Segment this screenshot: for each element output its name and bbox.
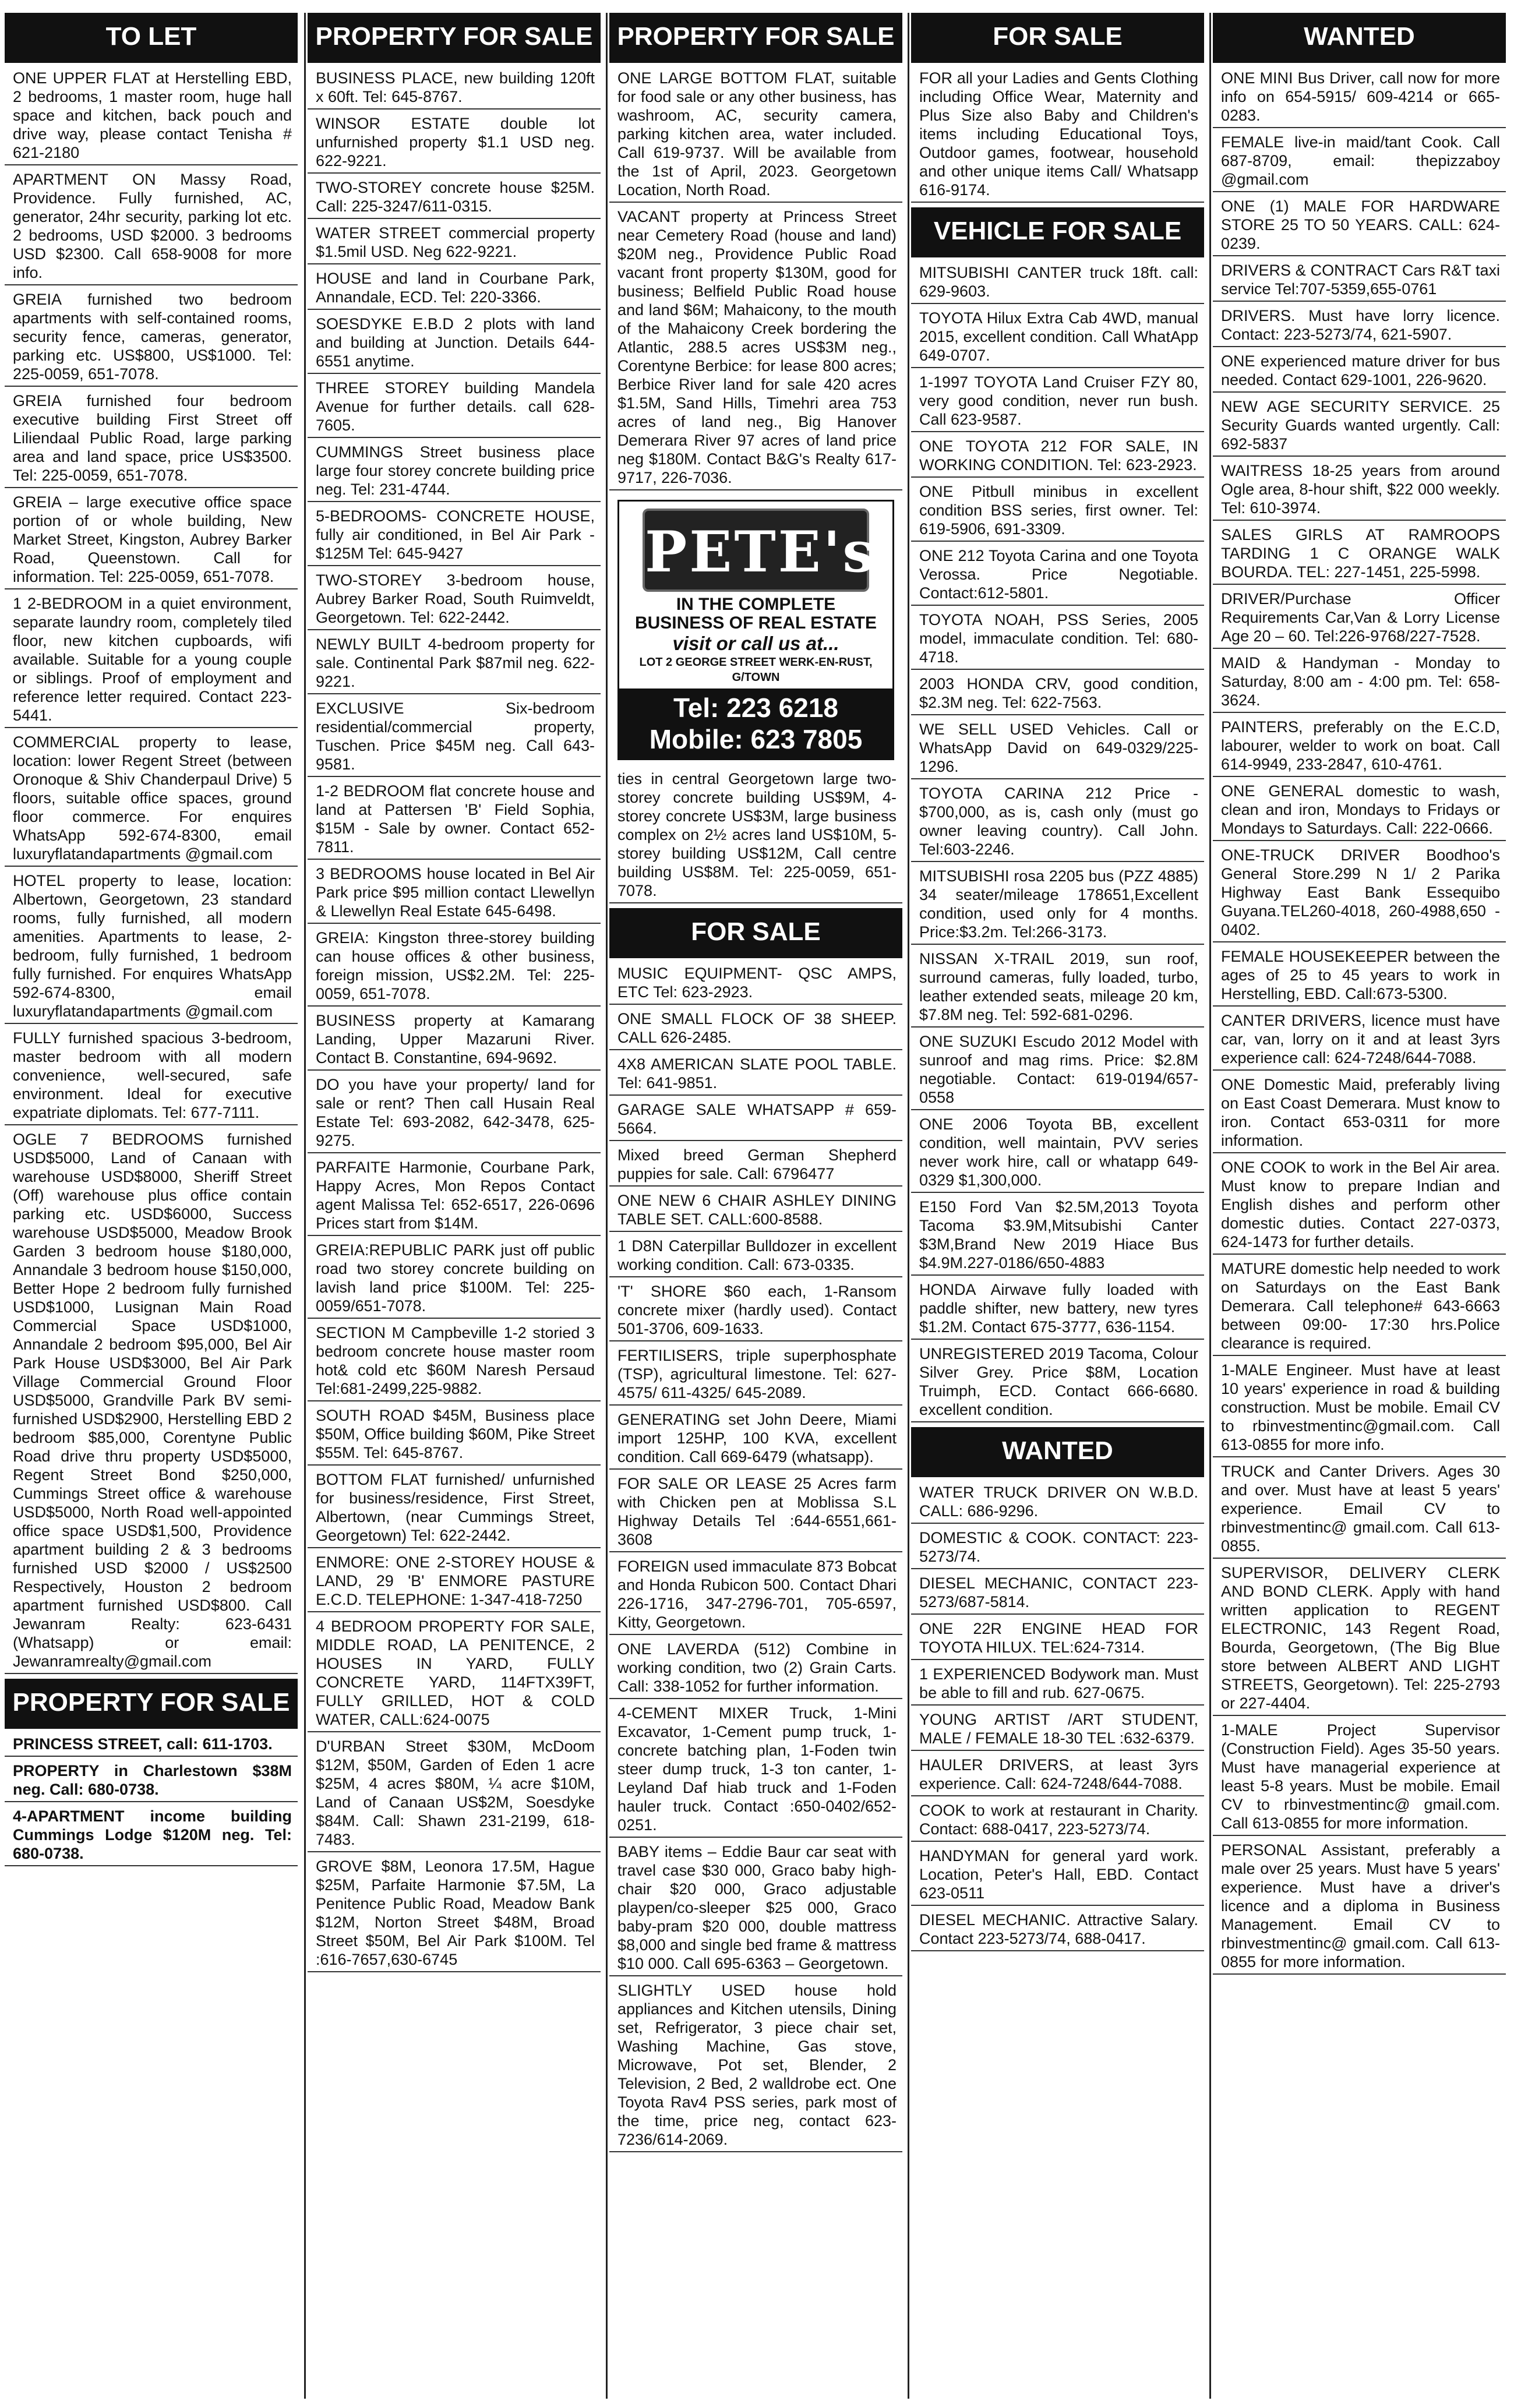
classified-ad: SECTION M Campbeville 1-2 storied 3 bedroom concrete house master room hot& cold etc $60M Naresh Persaud Tel:681-2499,225-9882. — [308, 1323, 601, 1401]
classified-ad: HOUSE and land in Courbane Park, Annandale, ECD. Tel: 220-3366. — [308, 269, 601, 310]
classified-ad: COOK to work at restaurant in Charity. Contact: 688-0417, 223-5273/74. — [911, 1801, 1204, 1842]
classified-ad: ONE Domestic Maid, preferably living on East Coast Demerara. Must know to iron. Contact 653-0311 for more information. — [1213, 1075, 1506, 1153]
classified-ad: GENERATING set John Deere, Miami import 125HP, 100 KVA, excellent condition. Call 669-6479 (whatsapp). — [609, 1410, 902, 1470]
classified-ad: DO you have your property/ land for sale or rent? Then call Husain Real Estate Tel: 693-2082, 642-3478, 625-9275. — [308, 1075, 601, 1153]
classified-ad: TRUCK and Canter Drivers. Ages 30 and over. Must have at least 5 years' experience. Email CV to rbinvestmentinc@ gmail.com. Call 613-0855. — [1213, 1462, 1506, 1559]
section-header-for-sale: FOR SALE — [609, 908, 902, 958]
section-header-property-for-sale: PROPERTY FOR SALE — [609, 13, 902, 63]
classified-ad: BOTTOM FLAT furnished/ unfurnished for business/residence, First Street, Albertown, (near Cummings Street, Georgetown) Tel: 622-2442. — [308, 1470, 601, 1548]
classified-ad: MAID & Handyman - Monday to Saturday, 8:00 am - 4:00 pm. Tel: 658-3624. — [1213, 654, 1506, 713]
classified-ad: VACANT property at Princess Street near Cemetery Road (house and land) $20M neg., Providence Public Road vacant front property $130M, good for business; Belfield Public Road house and land $6M; Mahaicony, to the mouth of the Mahaicony Creek bordering the Atlantic, 288.5 acres US$3M neg., Corentyne Berbice: for lease 800 acres; Berbice River land for sale 420 acres $1.5M, Sand Hills, Timehri area 753 acres of land neg., Big Hanover Demerara River 97 acres of land price neg $180M. Contact B&G's Realty 617-9717, 226-7036. — [609, 207, 902, 490]
ad-list — [308, 69, 601, 1972]
classified-ad: GREIA:REPUBLIC PARK just off public road two storey concrete building on lavish land price $100M. Tel: 225-0059/651-7078. — [308, 1241, 601, 1319]
classified-ad: FULLY furnished spacious 3-bedroom, master bedroom with all modern convenience, well-secured, safe environment. Ideal for executive expatriate diplomats. Tel: 677-7111. — [5, 1029, 298, 1125]
classified-ad: SALES GIRLS AT RAMROOPS TARDING 1 C ORANGE WALK BOURDA. TEL: 227-1451, 225-5998. — [1213, 525, 1506, 585]
classified-ad: HANDYMAN for general yard work. Location, Peter's Hall, EBD. Contact 623-0511 — [911, 1846, 1204, 1906]
classified-ad: DOMESTIC & COOK. CONTACT: 223-5273/74. — [911, 1528, 1204, 1569]
classified-ad: ONE SUZUKI Escudo 2012 Model with sunroof and mag rims. Price: $2.8M negotiable. Contact: 619-0194/657-0558 — [911, 1032, 1204, 1110]
classified-ad: GREIA – large executive office space portion of or whole building, New Market Street, Kingston, Aubrey Barker Road, Queenstown. Call for information. Tel: 225-0059, 651-7078. — [5, 493, 298, 589]
ad-list — [609, 964, 902, 2152]
classified-ad: ONE GENERAL domestic to wash, clean and iron, Mondays to Fridays or Mondays to Saturdays. Call: 222-0666. — [1213, 782, 1506, 841]
classified-ad: DRIVER/Purchase Officer Requirements Car,Van & Lorry License Age 20 – 60. Tel:226-9768/227-7528. — [1213, 589, 1506, 649]
classified-ad: HONDA Airwave fully loaded with paddle shifter, new battery, new tyres $1.2M. Contact 675-3777, 636-1154. — [911, 1280, 1204, 1340]
classified-ad: 3 BEDROOMS house located in Bel Air Park price $95 million contact Llewellyn & Llewellyn Real Estate 645-6498. — [308, 864, 601, 924]
classified-ad: YOUNG ARTIST /ART STUDENT, MALE / FEMALE 18-30 TEL :632-6379. — [911, 1710, 1204, 1751]
classified-ad: HOTEL property to lease, location: Albertown, Georgetown, 23 standard rooms, fully furnished, all modern amenities. Apartments to lease, 2-bedroom, fully furnished, 1 bedroom fully furnished. For enquires WhatsApp 592-674-8300, email luxuryflatandapartments @gmail.com — [5, 871, 298, 1024]
ad-list — [911, 1483, 1204, 1951]
classified-ad: 4-APARTMENT income building Cummings Lodge $120M neg. Tel: 680-0738. — [5, 1807, 298, 1866]
classified-ad: 4-CEMENT MIXER Truck, 1-Mini Excavator, 1-Cement pump truck, 1-concrete batching plan, 1-Foden twin steer dump truck, 1-3 ton canter, 1-Leyland Daf hiab truck and 1-Foden hauler truck. Contact :650-0402/652-0251. — [609, 1704, 902, 1838]
column-wanted — [1213, 13, 1506, 2399]
classified-ad: MITSUBISHI CANTER truck 18ft. call: 629-9603. — [911, 263, 1204, 304]
section-header-to-let: TO LET — [5, 13, 298, 63]
classified-ad: EXCLUSIVE Six-bedroom residential/commercial property, Tuschen. Price $45M neg. Call 643-9581. — [308, 699, 601, 777]
classified-ad: GARAGE SALE WHATSAPP # 659-5664. — [609, 1100, 902, 1141]
classified-ad: FOR SALE OR LEASE 25 Acres farm with Chicken pen at Moblissa S.L Highway Details Tel :644-6551,661-3608 — [609, 1474, 902, 1552]
classified-ad: THREE STOREY building Mandela Avenue for further details. call 628-7605. — [308, 379, 601, 438]
classified-ad: NISSAN X-TRAIL 2019, sun roof, surround cameras, fully loaded, turbo, leather extended seats, mileage 20 km, $7.8M neg. Tel: 592-681-0296. — [911, 949, 1204, 1028]
classified-ad: FEMALE HOUSEKEEPER between the ages of 25 to 45 years to work in Herstelling, EBD. Call:673-5300. — [1213, 947, 1506, 1007]
classified-ad: HAULER DRIVERS, at least 3yrs experience. Call: 624-7248/644-7088. — [911, 1756, 1204, 1796]
section-header-property-for-sale: PROPERTY FOR SALE — [5, 1679, 298, 1729]
column-for-sale — [911, 13, 1204, 2399]
classified-ad: SOUTH ROAD $45M, Business place $50M, Office building $60M, Pike Street $55M. Tel: 645-8767. — [308, 1406, 601, 1466]
section-header-vehicle-for-sale: VEHICLE FOR SALE — [911, 207, 1204, 257]
column-property-for-sale — [308, 13, 601, 2399]
classified-ad: BUSINESS PLACE, new building 120ft x 60ft. Tel: 645-8767. — [308, 69, 601, 110]
classified-ad: WE SELL USED Vehicles. Call or WhatsApp David on 649-0329/225-1296. — [911, 720, 1204, 779]
classified-ad: ONE Pitbull minibus in excellent condition BSS series, first owner. Tel: 619-5906, 691-3309. — [911, 482, 1204, 542]
classified-ad: ENMORE: ONE 2-STOREY HOUSE & LAND, 29 'B' ENMORE PASTURE E.C.D. TELEPHONE: 1-347-418-7250 — [308, 1553, 601, 1612]
classified-ad: DIESEL MECHANIC. Attractive Salary. Contact 223-5273/74, 688-0417. — [911, 1911, 1204, 1951]
ad-list — [911, 263, 1204, 1422]
classified-ad: APARTMENT ON Massy Road, Providence. Fully furnished, AC, generator, 24hr security, parking lot etc. 2 bedrooms, USD $2000. 3 bedrooms USD $2300. Call 658-9008 for more info. — [5, 170, 298, 285]
classified-ad: D'URBAN Street $30M, McDoom $12M, $50M, Garden of Eden 1 acre $25M, 4 acres $80M, ¼ acre $10M, Land of Canaan US$2M, Soesdyke $84M. Call: Shawn 231-2199, 618-7483. — [308, 1737, 601, 1852]
classified-ad: FERTILISERS, triple superphosphate (TSP), agricultural limestone. Tel: 627-4575/ 611-4325/ 645-2089. — [609, 1346, 902, 1406]
section-header-for-sale: FOR SALE — [911, 13, 1204, 63]
classified-ad: ONE 22R ENGINE HEAD FOR TOYOTA HILUX. TEL:624-7314. — [911, 1619, 1204, 1660]
classified-ad: NEWLY BUILT 4-bedroom property for sale. Continental Park $87mil neg. 622-9221. — [308, 635, 601, 694]
classified-ad: PROPERTY in Charlestown $38M neg. Call: 680-0738. — [5, 1761, 298, 1802]
classified-ad: SUPERVISOR, DELIVERY CLERK AND BOND CLERK. Apply with hand written application to REGENT ELECTRONIC, 143 Regent Road, Bourda, Georgetown, (The Big Blue store between ALBERT AND LIGHT STREETS, Georgetown). Tel: 225-2793 or 227-4404. — [1213, 1563, 1506, 1716]
classified-ad: ONE SMALL FLOCK OF 38 SHEEP. CALL 626-2485. — [609, 1009, 902, 1050]
classified-ad: SLIGHTLY USED house hold appliances and Kitchen utensils, Dining set, Refrigerator, 3 piece chair set, Washing Machine, Gas stove, Microwave, Pot set, Blender, 2 Television, 2 Bed, 2 walldrobe ect. One Toyota Rav4 PSS series, park most of the time, price neg, contact 623-7236/614-2069. — [609, 1981, 902, 2152]
classified-ad: FOREIGN used immaculate 873 Bobcat and Honda Rubicon 500. Contact Dhari 226-1716, 347-2796-701, 705-6597, Kitty, Georgetown. — [609, 1557, 902, 1635]
classified-ad: MATURE domestic help needed to work on Saturdays on the East Bank Demerara. Call telephone# 643-6663 between 09:00- 17:30 hrs.Police clearance is required. — [1213, 1259, 1506, 1356]
classified-ad: WAITRESS 18-25 years from around Ogle area, 8-hour shift, $22 000 weekly. Tel: 610-3974. — [1213, 461, 1506, 521]
logo-line: BUSINESS OF REAL ESTATE — [634, 613, 877, 633]
section-header-property-for-sale: PROPERTY FOR SALE — [308, 13, 601, 63]
column-rule — [606, 13, 608, 2399]
column-rule — [304, 13, 306, 2399]
classified-ad: TOYOTA CARINA 212 Price - $700,000, as is, cash only (must go owner leaving country). Call John. Tel:603-2246. — [911, 784, 1204, 862]
ad-list — [911, 69, 1204, 203]
classified-ad: 4 BEDROOM PROPERTY FOR SALE, MIDDLE ROAD, LA PENITENCE, 2 HOUSES IN YARD, FULLY CONCRETE YARD, 114FTX39FT, FULLY GRILLED, HOT & COLD WATER, CALL:624-0075 — [308, 1617, 601, 1732]
classified-ad: NEW AGE SECURITY SERVICE. 25 Security Guards wanted urgently. Call: 692-5837 — [1213, 397, 1506, 457]
classified-ad: 1-MALE Project Supervisor (Construction Field). Ages 35-50 years. Must have managerial experience at least 5-8 years. Must be mobile. Email CV to rbinvestmentinc@ gmail.com. Call 613-0855 for more information. — [1213, 1721, 1506, 1836]
ad-list — [5, 69, 298, 1674]
classified-ad: WATER TRUCK DRIVER ON W.B.D. CALL: 686-9296. — [911, 1483, 1204, 1524]
logo-line: visit or call us at... — [672, 633, 839, 654]
classified-ad: MITSUBISHI rosa 2205 bus (PZZ 4885) 34 seater/mileage 178651,Excellent condition, used only for 4 months. Price:$3.2m. Tel:266-3173. — [911, 867, 1204, 945]
classified-ad: 4X8 AMERICAN SLATE POOL TABLE. Tel: 641-9851. — [609, 1055, 902, 1096]
classified-ad: ONE MINI Bus Driver, call now for more info on 654-5915/ 609-4214 or 665-0283. — [1213, 69, 1506, 128]
classified-ad: GREIA furnished four bedroom executive building First Street off Liliendaal Public Road, large parking area and land space, price US$3500. Tel: 225-0059, 651-7078. — [5, 391, 298, 488]
classified-ad: OGLE 7 BEDROOMS furnished USD$5000, Land of Canaan with warehouse USD$8000, Sheriff Street (Off) warehouse plus office contain parking etc. USD$6000, Success warehouse USD$5000, Meadow Brook Garden 3 bedroom house $180,000, Annandale 3 bedroom house $150,000, Better Hope 2 bedroom fully furnished USD$1000, Lusignan Main Road Commercial Space USD$1000, Annandale 2 bedroom $95,000, Bel Air Park House USD$3000, Bel Air Park Village Commercial Ground Floor USD$5000, Grandville Park BV semi- furnished USD$2900, Herstelling EBD 2 bedroom $85,000, Corentyne Public Road drive thru property USD$5000, Regent Street Bond $250,000, Cummings Street office & warehouse USD$5000, North Road well-appointed office space USD$1,500, Providence apartment building 2 & 3 bedrooms furnished USD $2000 / US$2500 Respectively, Houston 2 bedroom apartment furnished USD$800. Call Jewanram Realty: 623-6431 (Whatsapp) or email: Jewanramrealty@gmail.com — [5, 1130, 298, 1674]
classified-ad: TWO-STOREY 3-bedroom house, Aubrey Barker Road, South Ruimveldt, Georgetown. Tel: 622-2442. — [308, 571, 601, 630]
classified-ad: 2003 HONDA CRV, good condition, $2.3M neg. Tel: 622-7563. — [911, 675, 1204, 715]
classified-ad: 1 EXPERIENCED Bodywork man. Must be able to fill and rub. 627-0675. — [911, 1665, 1204, 1706]
ad-list — [5, 1735, 298, 1866]
classified-ad: COMMERCIAL property to lease, location: lower Regent Street (between Oronoque & Shiv Chanderpaul Drive) 5 floors, suitable office spaces, ground floor commerce. For enquires WhatsApp 592-674-8300, email luxuryflatandapartments @gmail.com — [5, 733, 298, 867]
petes-real-estate-logo — [617, 500, 894, 760]
classified-ad: TOYOTA NOAH, PSS Series, 2005 model, immaculate condition. Tel: 680-4718. — [911, 610, 1204, 670]
classified-ad: DRIVERS & CONTRACT Cars R&T taxi service Tel:707-5359,655-0761 — [1213, 261, 1506, 302]
classified-ad: ONE 212 Toyota Carina and one Toyota Verossa. Price Negotiable. Contact:612-5801. — [911, 546, 1204, 606]
classified-ad: PAINTERS, preferably on the E.C.D, labourer, welder to work on boat. Call 614-9949, 233-2847, 610-4761. — [1213, 718, 1506, 777]
classified-ad: PERSONAL Assistant, preferably a male over 25 years. Must have 5 years' experience. Must have a driver's licence and a diploma in Business Management. Email CV to rbinvestmentinc@ gmail.com. Call 613-0855 for more information. — [1213, 1841, 1506, 1975]
classified-ad: GROVE $8M, Leonora 17.5M, Hague $25M, Parfaite Harmonie $7.5M, La Penitence Public Road, Meadow Bank $12M, Norton Street $48M, Broad Street $50M, Bel Air Park $100M. Tel :616-7657,630-6745 — [308, 1857, 601, 1972]
classified-ad: BUSINESS property at Kamarang Landing, Upper Mazaruni River. Contact B. Constantine, 694-9692. — [308, 1011, 601, 1071]
logo-line: IN THE COMPLETE — [676, 595, 836, 614]
classified-ad: PARFAITE Harmonie, Courbane Park, Happy Acres, Mon Repos Contact agent Malissa Tel: 652-6517, 226-0696 Prices start from $14M. — [308, 1158, 601, 1236]
ad-list — [1213, 69, 1506, 1975]
classified-ad: ONE UPPER FLAT at Herstelling EBD, 2 bedrooms, 1 master room, huge hall space and kitchen, back pouch and drive way, please contact Tenisha # 621-2180 — [5, 69, 298, 165]
classified-ad: ONE TOYOTA 212 FOR SALE, IN WORKING CONDITION. Tel: 623-2923. — [911, 437, 1204, 478]
classified-ad: ONE 2006 Toyota BB, excellent condition, well maintain, PVV series never work hire, call or whatapp 649-0329 $1,300,000. — [911, 1115, 1204, 1193]
classified-ad: SOESDYKE E.B.D 2 plots with land and building at Junction. Details 644-6551 anytime. — [308, 315, 601, 374]
classified-ad: E150 Ford Van $2.5M,2013 Toyota Tacoma $3.9M,Mitsubishi Canter $3M,Brand New 2019 Hiace Bus $4.9M.227-0186/650-4883 — [911, 1198, 1204, 1276]
classified-ad: FEMALE live-in maid/tant Cook. Call 687-8709, email: thepizzaboy @gmail.com — [1213, 133, 1506, 192]
logo-brand: PETE's — [643, 509, 869, 592]
classified-ad: ONE-TRUCK DRIVER Boodhoo's General Store.299 N 1/ 2 Parika Highway East Bank Essequibo Guyana.TEL260-4018, 260-4988,650 - 0402. — [1213, 846, 1506, 942]
classified-ad: GREIA furnished two bedroom apartments with self-contained rooms, security fence, cameras, generator, parking etc. US$800, US$1000. Tel: 225-0059, 651-7078. — [5, 290, 298, 387]
classified-ad: ONE experienced mature driver for bus needed. Contact 629-1001, 226-9620. — [1213, 352, 1506, 393]
classified-ad: ONE LARGE BOTTOM FLAT, suitable for food sale or any other business, has washroom, AC, security camera, parking kitchen area, water included. Call 619-9737. Will be available from the 1st of April, 2023. Georgetown Location, North Road. — [609, 69, 902, 203]
section-header-wanted: WANTED — [1213, 13, 1506, 63]
column-rule — [1209, 13, 1211, 2399]
classified-ad: Mixed breed German Shepherd puppies for sale. Call: 6796477 — [609, 1146, 902, 1187]
classified-ad: 5-BEDROOMS- CONCRETE HOUSE, fully air conditioned, in Bel Air Park - $125M Tel: 645-9427 — [308, 507, 601, 566]
classified-ad: 1-2 BEDROOM flat concrete house and land at Pattersen 'B' Field Sophia, $15M - Sale by owner. Contact 652-7811. — [308, 782, 601, 860]
classified-ad: CUMMINGS Street business place large four storey concrete building price neg. Tel: 231-4744. — [308, 443, 601, 502]
logo-mobile: Mobile: 623 7805 — [649, 724, 863, 754]
classified-ad: WATER STREET commercial property $1.5mil USD. Neg 622-9221. — [308, 224, 601, 264]
logo-phone — [619, 688, 892, 758]
classified-ad: TOYOTA Hilux Extra Cab 4WD, manual 2015, excellent condition. Call WhatApp 649-0707. — [911, 309, 1204, 368]
classified-ad: MUSIC EQUIPMENT- QSC AMPS, ETC Tel: 623-2923. — [609, 964, 902, 1005]
logo-address: LOT 2 GEORGE STREET WERK-EN-RUST, G/TOWN — [639, 656, 873, 684]
column-to-let — [5, 13, 298, 2399]
column-property-for-sale-2 — [609, 13, 902, 2399]
classified-ad: ONE COOK to work in the Bel Air area. Must know to prepare Indian and English dishes and perform other domestic duties. Contact 227-0373, 624-1473 for further details. — [1213, 1158, 1506, 1255]
classified-ad: 'T' SHORE $60 each, 1-Ransom concrete mixer (hardly used). Contact 501-3706, 609-1633. — [609, 1282, 902, 1341]
classified-ad: UNREGISTERED 2019 Tacoma, Colour Silver Grey. Price $8M, Location Truimph, ECD. Contact 666-6680. excellent condition. — [911, 1344, 1204, 1422]
classified-ad: DIESEL MECHANIC, CONTACT 223-5273/687-5814. — [911, 1574, 1204, 1615]
classified-ad: ONE LAVERDA (512) Combine in working condition, two (2) Grain Carts. Call: 338-1052 for further information. — [609, 1640, 902, 1699]
classified-ad: ONE (1) MALE FOR HARDWARE STORE 25 TO 50 YEARS. CALL: 624-0239. — [1213, 197, 1506, 256]
section-header-wanted: WANTED — [911, 1427, 1204, 1477]
classified-ad: BABY items – Eddie Baur car seat with travel case $30 000, Graco baby high-chair $20 000, Graco adjustable playpen/co-sleeper $25 000, Graco baby-pram $20 000, double mattress $8,000 and single bed frame & mattress $10 000. Call 695-6363 – Georgetown. — [609, 1842, 902, 1976]
ad-list — [609, 69, 902, 490]
classified-ad: PRINCESS STREET, call: 611-1703. — [5, 1735, 298, 1757]
logo-tel: Tel: 223 6218 — [673, 693, 838, 723]
ad-list — [609, 769, 902, 903]
classified-ad: 1 2-BEDROOM in a quiet environment, separate laundry room, completely tiled floor, new kitchen cupboards, wifi available. Suitable for a young couple or siblings. Proof of employment and reference letter required. Contact 223-5441. — [5, 594, 298, 728]
classified-ad: CANTER DRIVERS, licence must have car, van, lorry on it and at least 3yrs experience call: 624-7248/644-7088. — [1213, 1011, 1506, 1071]
classified-ad: FOR all your Ladies and Gents Clothing including Office Wear, Maternity and Plus Size also Baby and Children's items including Educational Toys, Outdoor games, footwear, household and other unique items Call/ Whatsapp 616-9174. — [911, 69, 1204, 203]
classified-ad: DRIVERS. Must have lorry licence. Contact: 223-5273/74, 621-5907. — [1213, 306, 1506, 347]
classified-ad: ONE NEW 6 CHAIR ASHLEY DINING TABLE SET. CALL:600-8588. — [609, 1191, 902, 1232]
classified-ad: WINSOR ESTATE double lot unfurnished property $1.1 USD neg. 622-9221. — [308, 114, 601, 174]
classified-ad: 1-1997 TOYOTA Land Cruiser FZY 80, very good condition, never run bush. Call 623-9587. — [911, 373, 1204, 432]
classified-ad: TWO-STOREY concrete house $25M. Call: 225-3247/611-0315. — [308, 178, 601, 219]
classified-ad: ties in central Georgetown large two-storey concrete building US$9M, 4-storey concrete US$3M, large business complex on 2½ acres land US$10M, 5-storey building US$12M, Call centre building US$8M. Tel: 225-0059, 651-7078. — [609, 769, 902, 903]
classified-ad: 1-MALE Engineer. Must have at least 10 years' experience in road & building construction. Must be mobile. Email CV to rbinvestmentinc@gmail.com. Call 613-0855 for more info. — [1213, 1361, 1506, 1457]
column-rule — [908, 13, 909, 2399]
classified-ad: 1 D8N Caterpillar Bulldozer in excellent working condition. Call: 673-0335. — [609, 1237, 902, 1277]
classified-ad: GREIA: Kingston three-storey building can house offices & other business, foreign mission, US$2.2M. Tel: 225-0059, 651-7078. — [308, 928, 601, 1007]
